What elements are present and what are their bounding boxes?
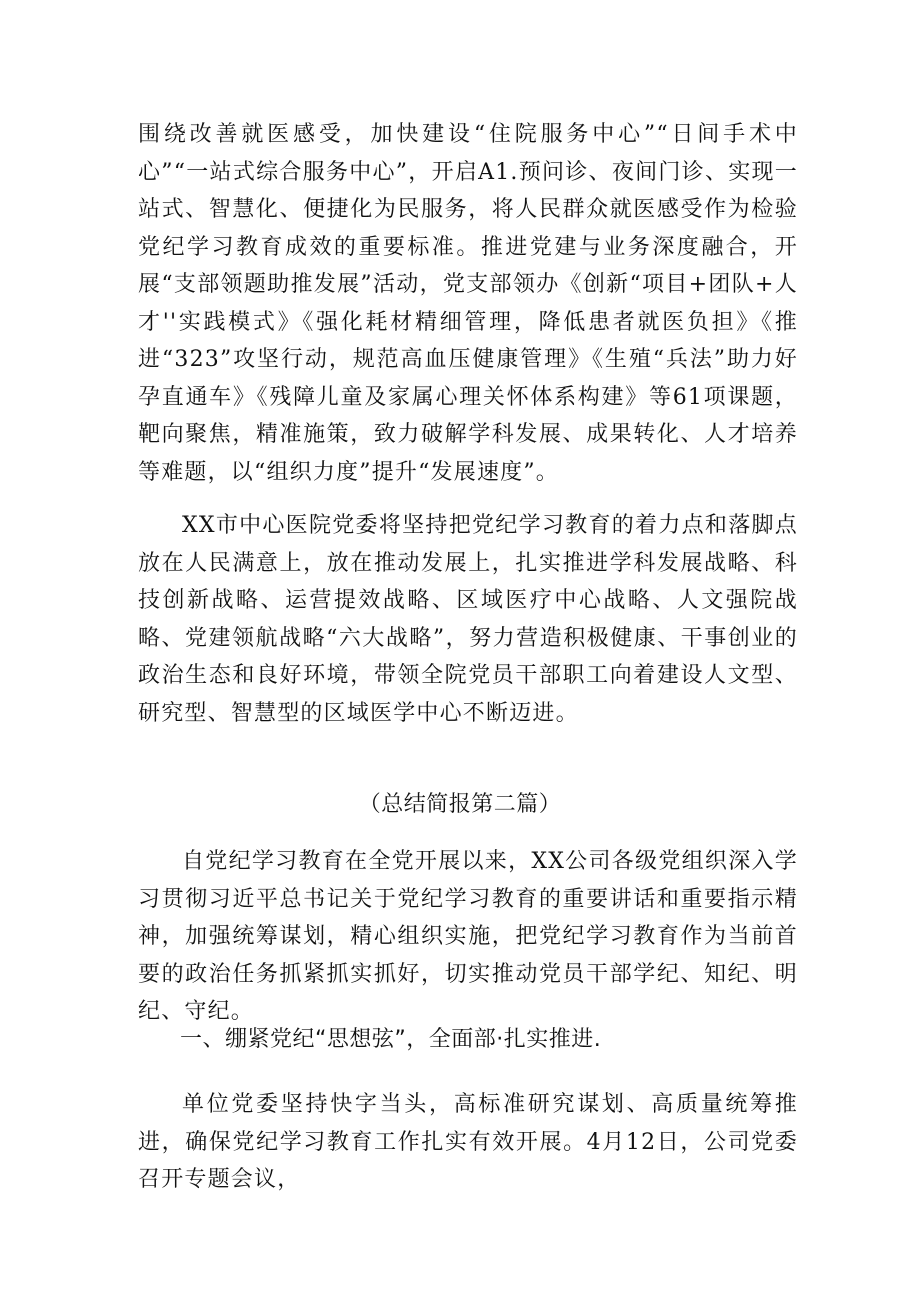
section-title: （总结简报第二篇） xyxy=(358,792,562,817)
section-heading-1: 一、绷紧党纪“思想弦”，全面部·扎实推进. xyxy=(180,1027,602,1052)
body-paragraph-3: 自党纪学习教育在全党开展以来，XX公司各级党组织深入学习贯彻习近平总书记关于党纪学习教育的重要讲话和重要指示精神，加强统筹谋划，精心组织实施，把党纪学习教育作为当前首要的政治任务抓紧抓实抓好，切实推动党员干部学纪、知纪、明纪、守纪。 xyxy=(138,849,798,1024)
body-paragraph-4: 单位党委坚持快字当头，高标准研究谋划、高质量统筹推进，确保党纪学习教育工作扎实有效开展。4月12日，公司党委召开专题会议， xyxy=(138,1092,798,1192)
body-paragraph-2: XX市中心医院党委将坚持把党纪学习教育的着力点和落脚点放在人民满意上，放在推动发展上，扎实推进学科发展战略、科技创新战略、运营提效战略、区域医疗中心战略、人文强院战略、党建领航战略“六大战略”，努力营造积极健康、干事创业的政治生态和良好环境，带领全院党员干部职工向着建设人文型、研究型、智慧型的区域医学中心不断迈进。 xyxy=(138,513,798,726)
body-paragraph-1: 围绕改善就医感受，加快建设“住院服务中心”“日间手术中心”“一站式综合服务中心”，开启A1.预问诊、夜间门诊、实现一站式、智慧化、便捷化为民服务，将人民群众就医感受作为检验党纪学习教育成效的重要标准。推进党建与业务深度融合，开展“支部领题助推发展”活动，党支部领办《创新“项目+团队+人才''实践模式》《强化耗材精细管理，降低患者就医负担》《推进“323”攻坚行动，规范高血压健康管理》《生殖“兵法”助力好孕直通车》《残障儿童及家属心理关怀体系构建》等61项课题，靶向聚焦，精准施策，致力破解学科发展、成果转化、人才培养等难题，以“组织力度”提升“发展速度”。 xyxy=(138,122,798,485)
